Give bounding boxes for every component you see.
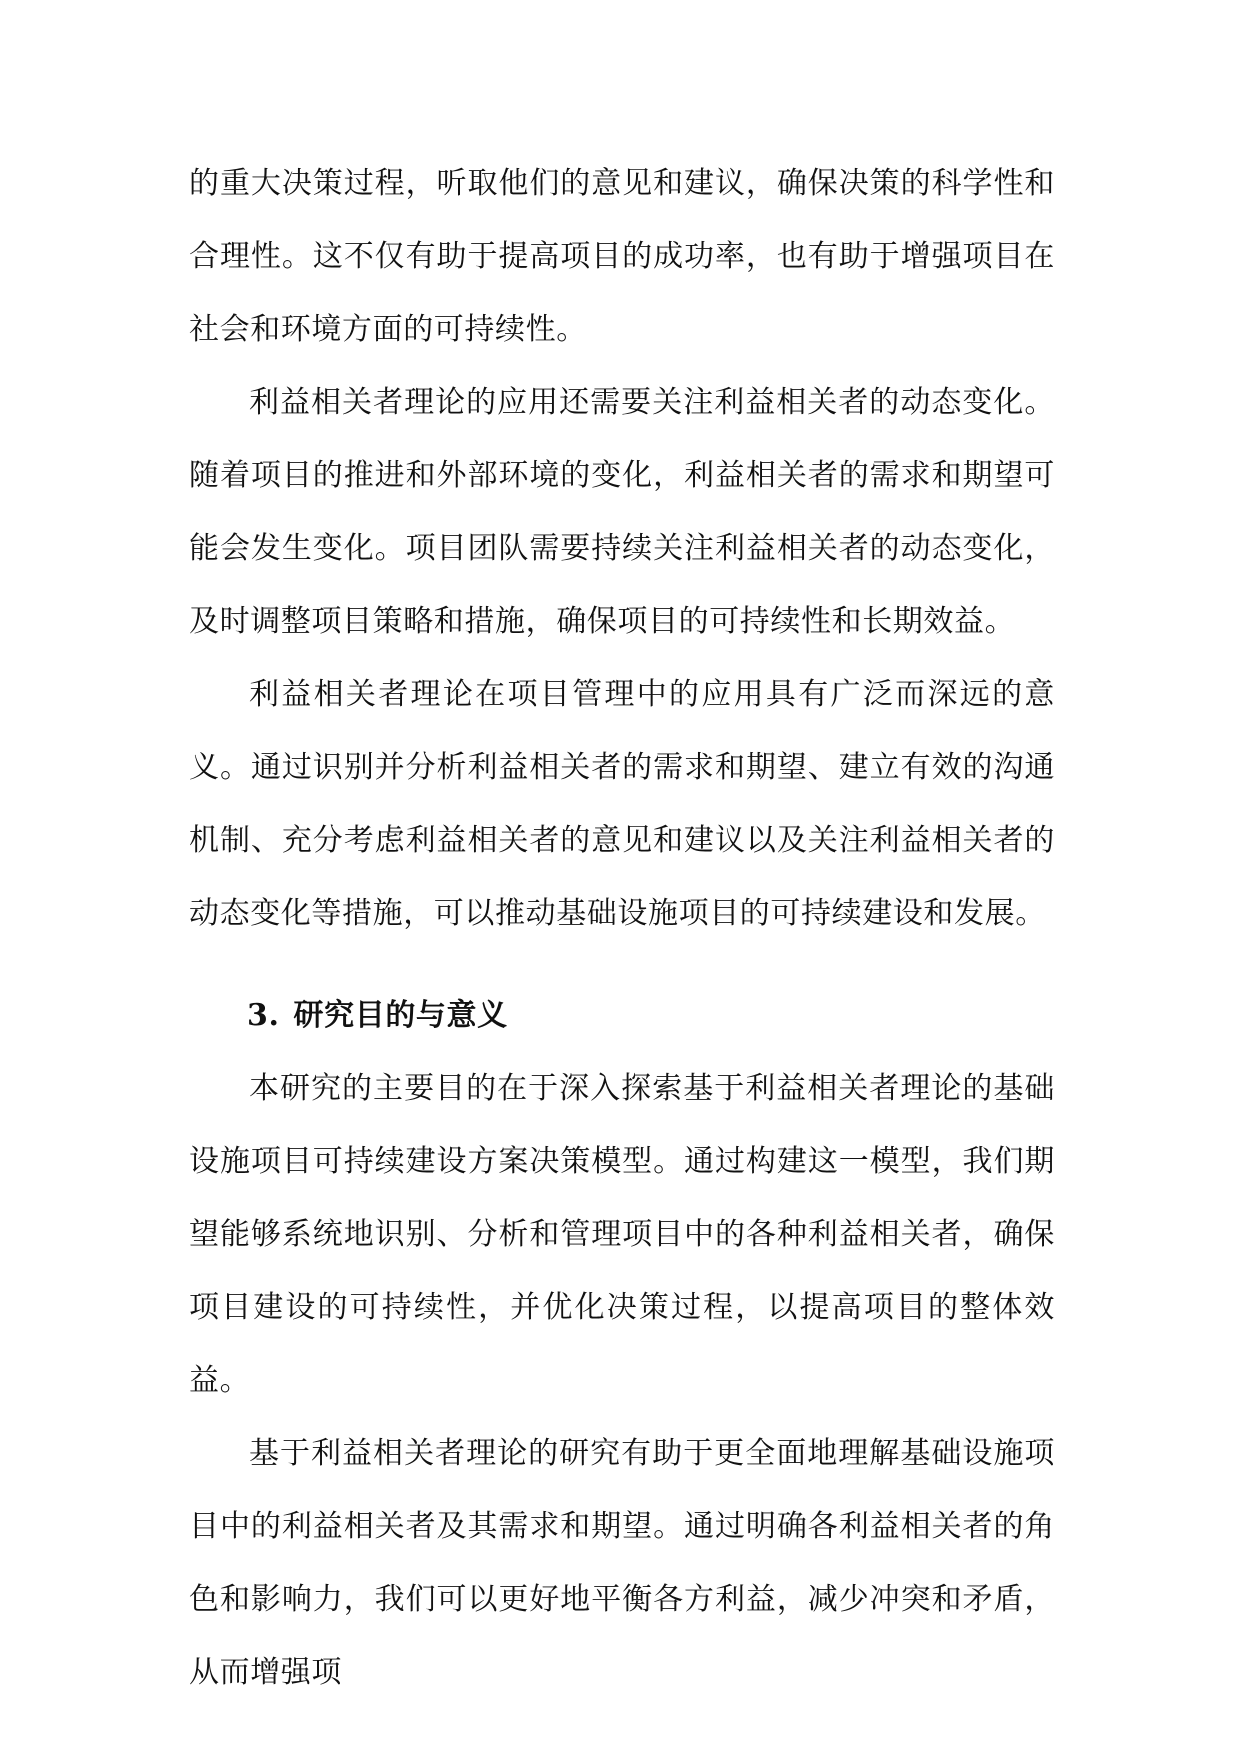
document-body <box>189 147 1055 1709</box>
paragraph-2: 利益相关者理论的应用还需要关注利益相关者的动态变化。随着项目的推进和外部环境的变化，利益相关者的需求和期望可能会发生变化。项目团队需要持续关注利益相关者的动态变化，及时调整项目策略和措施，确保项目的可持续性和长期效益。 <box>189 385 1055 639</box>
paragraph-3: 利益相关者理论在项目管理中的应用具有广泛而深远的意义。通过识别并分析利益相关者的需求和期望、建立有效的沟通机制、充分考虑利益相关者的意见和建议以及关注利益相关者的动态变化等措施，可以推动基础设施项目的可持续建设和发展。 <box>189 677 1055 931</box>
paragraph-5: 基于利益相关者理论的研究有助于更全面地理解基础设施项目中的利益相关者及其需求和期望。通过明确各利益相关者的角色和影响力，我们可以更好地平衡各方利益，减少冲突和矛盾，从而增强项 <box>189 1436 1055 1690</box>
section-heading <box>189 979 1055 1052</box>
section-title: 研究目的与意义 <box>293 998 508 1033</box>
paragraph-4: 本研究的主要目的在于深入探索基于利益相关者理论的基础设施项目可持续建设方案决策模型。通过构建这一模型，我们期望能够系统地识别、分析和管理项目中的各种利益相关者，确保项目建设的可持续性，并优化决策过程，以提高项目的整体效益。 <box>189 1071 1055 1398</box>
section-number: 3. <box>247 998 280 1033</box>
paragraph-1: 的重大决策过程，听取他们的意见和建议，确保决策的科学性和合理性。这不仅有助于提高项目的成功率，也有助于增强项目在社会和环境方面的可持续性。 <box>189 166 1055 347</box>
